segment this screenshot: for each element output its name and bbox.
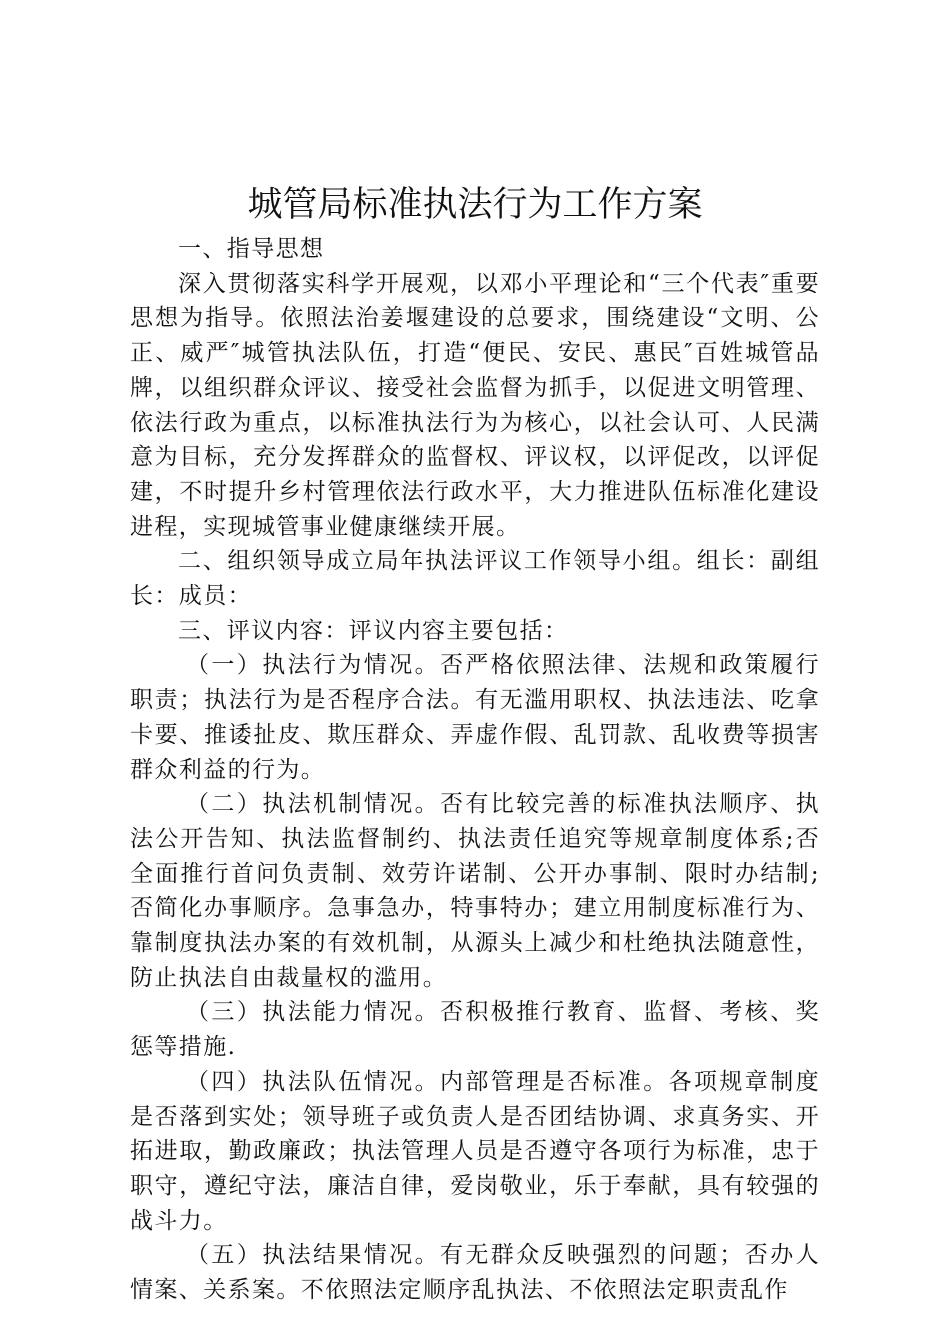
- paragraph-guiding-ideology: 深入贯彻落实科学开展观，以邓小平理论和“三个代表″重要思想为指导。依照法治姜堰建设的总要求，围绕建设“文明、公正、威严″城管执法队伍，打造“便民、安民、惠民″百姓城管品牌，以组织群众评议、接受社会监督为抓手，以促进文明管理、依法行政为重点，以标准执法行为为核心，以社会认可、人民满意为目标，充分发挥群众的监督权、评议权，以评促改，以评促建，不时提升乡村管理依法行政水平，大力推进队伍标准化建设进程，实现城管事业健康继续开展。: [130, 270, 820, 540]
- paragraph-enforcement-team: （四）执法队伍情况。内部管理是否标准。各项规章制度是否落到实处；领导班子或负责人是否团结协调、求真务实、开拓进取，勤政廉政；执法管理人员是否遵守各项行为标准，忠于职守，遵纪守法，廉洁自律，爱岗敬业，乐于奉献，具有较强的战斗力。: [130, 1068, 820, 1234]
- paragraph-enforcement-result: （五）执法结果情况。有无群众反映强烈的问题；否办人情案、关系案。不依照法定顺序乱执法、不依照法定职责乱作: [130, 1242, 820, 1304]
- document-title: 城管局标准执法行为工作方案: [247, 185, 703, 225]
- section-heading-evaluation-content: 三、评议内容：评议内容主要包括：: [178, 617, 569, 644]
- paragraph-enforcement-capability: （三）执法能力情况。否积极推行教育、监督、考核、奖惩等措施.: [130, 999, 820, 1061]
- paragraph-enforcement-behavior: （一）执法行为情况。否严格依照法律、法规和政策履行职责；执法行为是否程序合法。有无滥用职权、执法违法、吃拿卡要、推诿扯皮、欺压群众、弄虚作假、乱罚款、乱收费等损害群众利益的行为。: [130, 652, 820, 783]
- paragraph-enforcement-mechanism: （二）执法机制情况。否有比较完善的标准执法顺序、执法公开告知、执法监督制约、执法责任追究等规章制度体系;否全面推行首问负责制、效劳许诺制、公开办事制、限时办结制;否简化办事顺序。急事急办，特事特办；建立用制度标准行为、靠制度执法办案的有效机制，从源头上减少和杜绝执法随意性，防止执法自由裁量权的滥用。: [130, 791, 820, 991]
- paragraph-organization-leadership: 二、组织领导成立局年执法评议工作领导小组。组长：副组长：成员：: [130, 548, 820, 610]
- document-body: [130, 232, 820, 1308]
- section-heading-guiding-ideology: 一、指导思想: [178, 236, 325, 262]
